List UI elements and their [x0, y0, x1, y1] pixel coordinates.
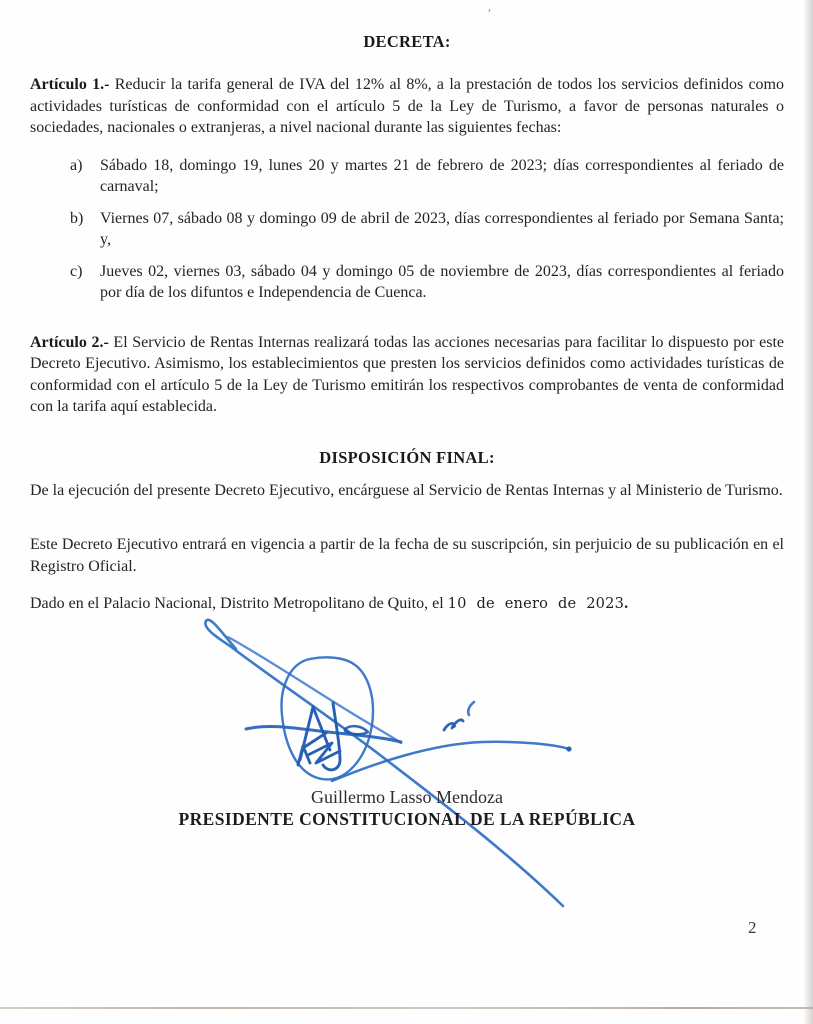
issued-period: .: [624, 595, 629, 612]
list-item-text: Sábado 18, domingo 19, lunes 20 y martes 21 de febrero de 2023; días correspondientes al feriado de carnaval;: [100, 156, 784, 195]
list-item: [30, 261, 784, 304]
list-marker: a): [70, 156, 83, 174]
issued-prefix: Dado en el Palacio Nacional, Distrito Metropolitano de Quito, el: [30, 595, 448, 612]
final-disposition-paragraph: De la ejecución del presente Decreto Ejecutivo, encárguese al Servicio de Rentas Internas y al Ministerio de Turismo.: [30, 481, 783, 499]
final-disposition-heading: DISPOSICIÓN FINAL:: [319, 447, 495, 467]
article-2-text: El Servicio de Rentas Internas realizará todas las acciones necesarias para facilitar lo dispuesto por este Decreto Ejecutivo. Asimismo, los establecimientos que presten los servicios definidos como actividades turísticas de conformidad con el artículo 5 de la Ley de Turismo emitirán los respectivos comprobantes de venta de conformidad con la tarifa aquí establecida.: [30, 333, 785, 415]
article-1-label: Artículo 1.-: [30, 76, 110, 93]
signature-block: [30, 786, 784, 830]
list-item-text: Jueves 02, viernes 03, sábado 04 y domingo 05 de noviembre de 2023, días correspondientes al feriado por día de los difuntos e Independencia de Cuenca.: [100, 262, 784, 301]
article-2-label: Artículo 2.-: [30, 333, 109, 351]
issued-date: 10 de enero de 2023: [447, 595, 625, 612]
list-marker: c): [70, 262, 83, 280]
list-item-text: Viernes 07, sábado 08 y domingo 09 de abril de 2023, días correspondientes al feriado por Semana Santa; y,: [100, 209, 784, 248]
holiday-date-list: [30, 155, 784, 304]
list-marker: b): [70, 209, 84, 227]
scan-bottom-line: [0, 1007, 813, 1009]
article-1-paragraph: [30, 74, 784, 139]
article-2-paragraph: [30, 332, 784, 418]
page-number: 2: [748, 918, 757, 937]
issued-line: [30, 593, 784, 615]
article-1-text: Reducir la tarifa general de IVA del 12% al 8%, a la prestación de todos los servicios definidos como actividades turísticas de conformidad con el artículo 5 de la Ley de Turismo, a favor de personas naturales o sociedades, nacionales o extranjeras, a nivel nacional durante las siguientes fechas:: [30, 76, 784, 136]
scan-stray-mark: ’: [486, 5, 493, 21]
signatory-name: Guillermo Lasso Mendoza: [311, 787, 503, 807]
signatory-title: PRESIDENTE CONSTITUCIONAL DE LA REPÚBLICA: [178, 809, 636, 829]
list-item: [30, 155, 784, 198]
list-item: [30, 208, 784, 251]
signature-ink-guillermo-lasso: [170, 605, 590, 950]
document-body: [30, 0, 784, 631]
effectiveness-paragraph: Este Decreto Ejecutivo entrará en vigencia a partir de la fecha de su suscripción, sin perjuicio de su publicación en el Registro Oficial.: [30, 536, 784, 575]
decree-heading: DECRETA:: [363, 32, 451, 51]
scan-edge-shadow: [803, 0, 813, 1024]
